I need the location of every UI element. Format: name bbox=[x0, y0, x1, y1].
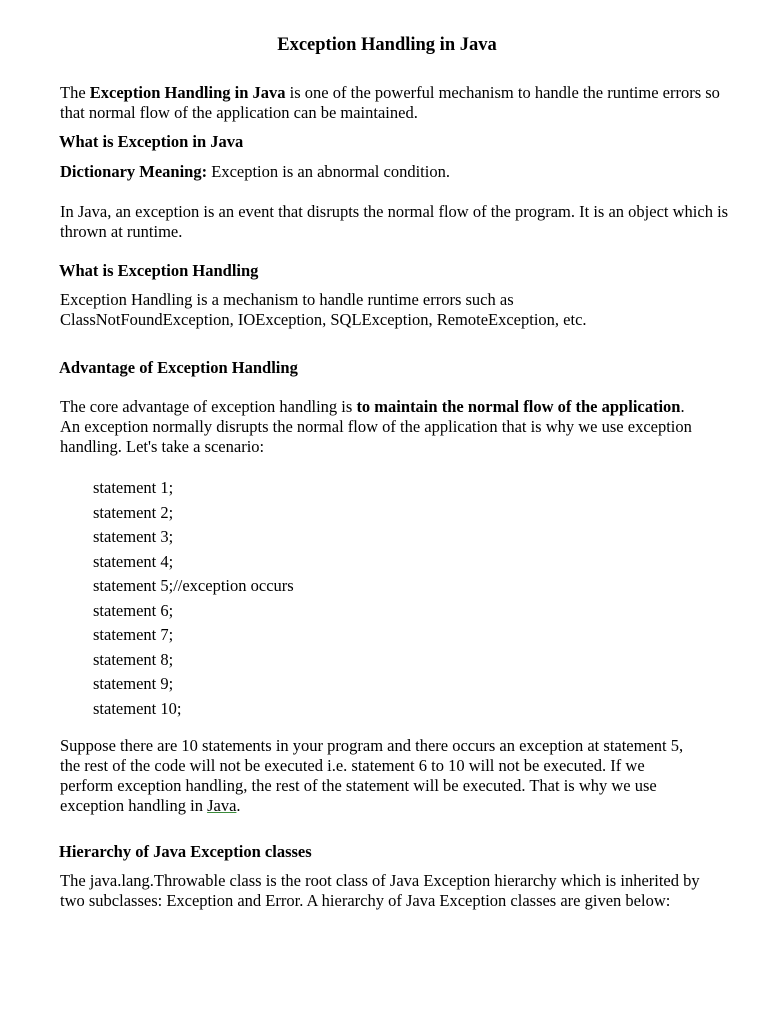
statement-item: statement 6; bbox=[93, 600, 174, 620]
intro-prefix: The bbox=[60, 83, 90, 102]
explanation-paragraph bbox=[60, 736, 700, 816]
advantage-paragraph bbox=[60, 397, 700, 457]
exception-description: In Java, an exception is an event that disrupts the normal flow of the program. It is an object which is thrown at runtime. bbox=[60, 202, 729, 241]
heading-advantage: Advantage of Exception Handling bbox=[59, 358, 298, 377]
heading-hierarchy: Hierarchy of Java Exception classes bbox=[59, 842, 312, 861]
intro-bold: Exception Handling in Java bbox=[89, 83, 286, 102]
intro-suffix: is one of the powerful mechanism to handle the runtime errors so that normal flow of the application can be maintained. bbox=[60, 83, 720, 122]
statement-item: statement 3; bbox=[93, 527, 174, 546]
dictionary-text: Exception is an abnormal condition. bbox=[207, 162, 450, 181]
advantage-prefix: The core advantage of exception handling is bbox=[60, 397, 357, 416]
statement-item: statement 8; bbox=[93, 649, 174, 669]
statement-item: statement 9; bbox=[93, 674, 174, 693]
statement-item: statement 2; bbox=[93, 502, 174, 522]
statement-item: statement 4; bbox=[93, 551, 174, 571]
dictionary-label: Dictionary Meaning: bbox=[60, 162, 208, 181]
statement-item: statement 7; bbox=[93, 625, 174, 644]
hierarchy-description: The java.lang.Throwable class is the root class of Java Exception hierarchy which is inherited by two subclasses: Exception and Error. A hierarchy of Java Exception classes are given below: bbox=[60, 871, 700, 910]
statement-item: statement 5;//exception occurs bbox=[93, 576, 294, 595]
explanation-text: Suppose there are 10 statements in your program and there occurs an exception at statement 5, the rest of the code will not be executed i.e. statement 6 to 10 will not be executed. If we perform exception handling, the rest of the statement will be executed. That is why we use exception handling in bbox=[60, 736, 684, 815]
advantage-suffix: . An exception normally disrupts the normal flow of the application that is why we use exception handling. Let's take a scenario: bbox=[60, 397, 692, 456]
page-title: Exception Handling in Java bbox=[277, 35, 497, 55]
heading-what-is-handling: What is Exception Handling bbox=[59, 261, 259, 280]
intro-paragraph bbox=[60, 83, 740, 123]
java-link[interactable]: Java bbox=[207, 796, 237, 815]
statement-item: statement 10; bbox=[93, 698, 182, 718]
statement-item: statement 1; bbox=[93, 478, 174, 497]
statement-list bbox=[93, 478, 294, 723]
handling-description: Exception Handling is a mechanism to handle runtime errors such as ClassNotFoundException, IOException, SQLException, RemoteException, etc. bbox=[60, 290, 587, 329]
explanation-suffix: . bbox=[236, 796, 241, 815]
dictionary-meaning bbox=[60, 162, 740, 182]
advantage-bold: to maintain the normal flow of the application bbox=[356, 397, 681, 416]
heading-what-is-exception: What is Exception in Java bbox=[59, 132, 244, 151]
